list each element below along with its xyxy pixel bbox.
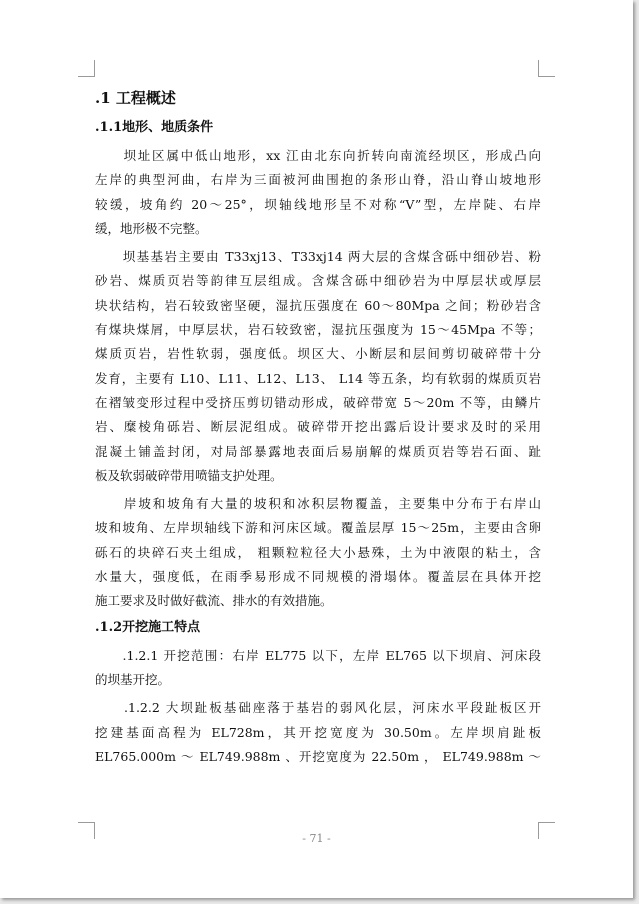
paragraph <box>95 696 541 769</box>
text-line: 岸坡和坡角有大量的坡积和冰积层物覆盖，主要集中分布于右岸山 <box>95 496 541 512</box>
text-line: 砾石的块碎石夹土组成， 粗颗粒粒径大小悬殊，土为中液限的粘土，含 <box>95 544 541 560</box>
text-line: .1.2.2 大坝趾板基础座落于基岩的弱风化层，河床水平段趾板区开 <box>95 700 541 716</box>
margin-corner-mark <box>538 60 555 77</box>
text-line: 坝基基岩主要由 T33xj13、T33xj14 两大层的含煤含砾中细砂岩、粉 <box>95 249 541 265</box>
paragraph <box>95 644 541 693</box>
text-line: 有煤块煤屑，中厚层状，岩石较致密，湿抗压强度为 15～45Mpa 不等； <box>95 322 541 338</box>
paragraph <box>95 245 541 488</box>
text-line: 块状结构，岩石较致密坚硬，湿抗压强度在 60～80Mpa 之间；粉砂岩含 <box>95 297 541 313</box>
text-line: .1.2.1 开挖范围：右岸 EL775 以下，左岸 EL765 以下坝肩、河床段 <box>95 647 541 663</box>
text-line: 在褶皱变形过程中受挤压剪切错动形成，破碎带宽 5～20m 不等，由鳞片 <box>95 394 541 410</box>
page-number: - 71 - <box>302 832 331 845</box>
text-line: 的坝基开挖。 <box>95 671 171 687</box>
document-body <box>95 88 541 773</box>
paragraph <box>95 492 541 613</box>
text-line: 坡和坡角、左岸坝轴线下游和河床区域。覆盖层厚 15～25m，主要由含卵 <box>95 520 541 536</box>
text-line: 坝址区属中低山地形，xx 江由北东向折转向南流经坝区，形成凸向 <box>95 148 541 163</box>
text-line: 水量大，强度低，在雨季易形成不同规模的滑塌体。覆盖层在具体开挖 <box>95 569 541 585</box>
text-line: 挖建基面高程为 EL728m，其开挖宽度为 30.50m。左岸坝肩趾板 <box>95 724 541 740</box>
text-line: 混凝土铺盖封闭，对局部暴露地表面后易崩解的煤质页岩等岩石面、趾 <box>95 443 541 459</box>
text-line: 缓，地形极不完整。 <box>95 220 208 236</box>
section-heading: .1.2开挖施工特点 <box>95 619 201 635</box>
text-line: 施工要求及时做好截流、排水的有效措施。 <box>95 593 333 609</box>
text-line: 左岸的典型河曲，右岸为三面被河曲围抱的条形山脊，沿山脊山坡地形 <box>95 172 541 188</box>
text-line: 发育，主要有 L10、L11、L12、L13、 L14 等五条，均有软弱的煤质页岩 <box>95 370 541 386</box>
text-line: EL765.000m ～ EL749.988m 、开挖宽度为 22.50m ， EL749.988m ～ <box>95 748 541 764</box>
text-line: 岩、糜棱角砾岩、断层泥组成。破碎带开挖出露后设计要求及时的采用 <box>95 419 541 435</box>
paragraph <box>95 144 541 241</box>
text-line: 较缓，坡角约 20～25°，坝轴线地形呈不对称“V”型，左岸陡、右岸 <box>95 196 541 212</box>
chapter-heading: .1 工程概述 <box>95 89 176 107</box>
text-line: 板及软弱破碎带用喷锚支护处理。 <box>95 467 283 483</box>
margin-corner-mark <box>78 60 95 77</box>
section-heading: .1.1地形、地质条件 <box>95 120 214 135</box>
text-line: 砂岩、煤质页岩等韵律互层组成。含煤含砾中细砂岩为中厚层状或厚层 <box>95 273 541 289</box>
text-line: 煤质页岩，岩性软弱，强度低。坝区大、小断层和层间剪切破碎带十分 <box>95 346 541 362</box>
